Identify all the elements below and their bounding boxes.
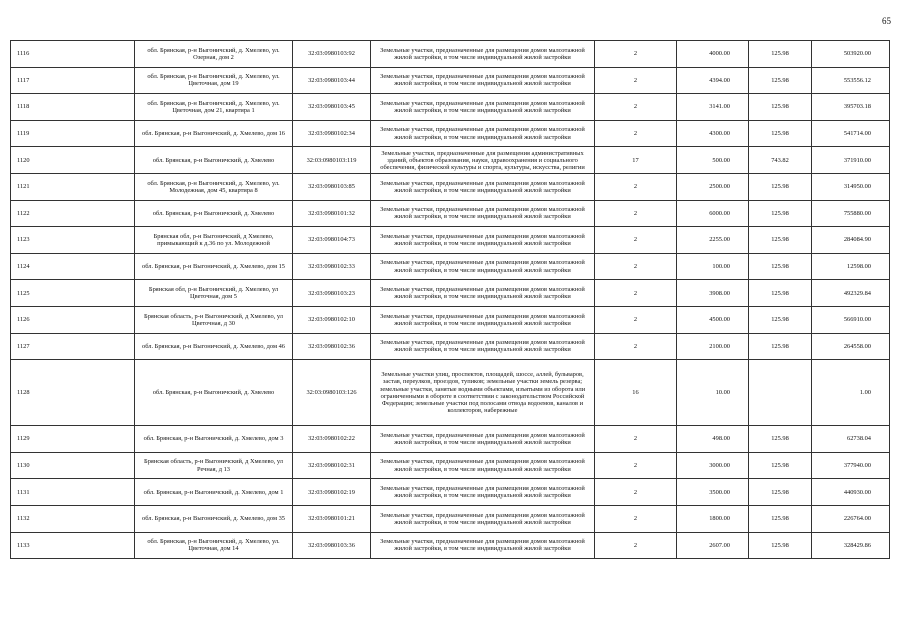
row-number: 1119: [11, 120, 135, 147]
land-use-cell: Земельные участки, предназначенные для размещения административных зданий, объектов образования, науки, здравоохранения и социального обеспечения, физической культуры и спорта, культуры, искусства, религии: [371, 147, 595, 174]
address-cell: обл. Брянская, р-н Выгоничский, д. Хмелево, дом 1: [135, 479, 293, 506]
cadastral-number-cell: 32:03:0980103:119: [293, 147, 371, 174]
area-cell: 3908.00: [677, 280, 749, 307]
area-cell: 10.00: [677, 360, 749, 426]
table-row: [11, 479, 890, 506]
area-cell: 3500.00: [677, 479, 749, 506]
group-code-cell: 2: [595, 173, 677, 200]
land-use-cell: Земельные участки, предназначенные для размещения домов малоэтажной жилой застройки, в том числе индивидуальной жилой застройки: [371, 426, 595, 453]
group-code-cell: 2: [595, 253, 677, 280]
area-cell: 4394.00: [677, 67, 749, 94]
table-row: [11, 360, 890, 426]
table-row: [11, 505, 890, 532]
land-use-cell: Земельные участки, предназначенные для размещения домов малоэтажной жилой застройки, в том числе индивидуальной жилой застройки: [371, 532, 595, 559]
table-row: [11, 306, 890, 333]
land-use-cell: Земельные участки, предназначенные для размещения домов малоэтажной жилой застройки, в том числе индивидуальной жилой застройки: [371, 479, 595, 506]
table-row: [11, 67, 890, 94]
cadastral-number-cell: 32:03:0980103:85: [293, 173, 371, 200]
row-number: 1117: [11, 67, 135, 94]
group-code-cell: 2: [595, 200, 677, 227]
cadastral-value-cell: 264558.00: [812, 333, 890, 360]
row-number: 1131: [11, 479, 135, 506]
specific-value-cell: 125.98: [749, 200, 812, 227]
area-cell: 2607.00: [677, 532, 749, 559]
cadastral-value-cell: 284084.90: [812, 227, 890, 254]
area-cell: 2100.00: [677, 333, 749, 360]
area-cell: 3141.00: [677, 94, 749, 121]
table-row: [11, 280, 890, 307]
specific-value-cell: 125.98: [749, 532, 812, 559]
cadastral-value-cell: 62738.04: [812, 426, 890, 453]
address-cell: обл. Брянская, р-н Выгоничский, д. Хмелево, ул. Цветочная, дом 14: [135, 532, 293, 559]
address-cell: обл. Брянская, р-н Выгоничский, д. Хмелево: [135, 360, 293, 426]
cadastral-number-cell: 32:03:0980103:45: [293, 94, 371, 121]
table-row: [11, 532, 890, 559]
cadastral-number-cell: 32:03:0980103:126: [293, 360, 371, 426]
cadastral-value-cell: 755880.00: [812, 200, 890, 227]
group-code-cell: 2: [595, 532, 677, 559]
specific-value-cell: 125.98: [749, 505, 812, 532]
specific-value-cell: 125.98: [749, 227, 812, 254]
cadastral-value-cell: 226764.00: [812, 505, 890, 532]
table-row: [11, 200, 890, 227]
land-use-cell: Земельные участки, предназначенные для размещения домов малоэтажной жилой застройки, в том числе индивидуальной жилой застройки: [371, 67, 595, 94]
land-use-cell: Земельные участки, предназначенные для размещения домов малоэтажной жилой застройки, в том числе индивидуальной жилой застройки: [371, 253, 595, 280]
row-number: 1126: [11, 306, 135, 333]
land-use-cell: Земельные участки, предназначенные для размещения домов малоэтажной жилой застройки, в том числе индивидуальной жилой застройки: [371, 41, 595, 68]
table-row: [11, 147, 890, 174]
row-number: 1133: [11, 532, 135, 559]
group-code-cell: 2: [595, 67, 677, 94]
address-cell: обл. Брянская, р-н Выгоничский, д. Хмелево: [135, 147, 293, 174]
specific-value-cell: 125.98: [749, 426, 812, 453]
address-cell: обл. Брянская, р-н Выгоничский, д. Хмелево, дом 16: [135, 120, 293, 147]
group-code-cell: 2: [595, 120, 677, 147]
row-number: 1125: [11, 280, 135, 307]
group-code-cell: 17: [595, 147, 677, 174]
address-cell: обл. Брянская, р-н Выгоничский, д. Хмелево, дом 15: [135, 253, 293, 280]
specific-value-cell: 125.98: [749, 120, 812, 147]
row-number: 1121: [11, 173, 135, 200]
cadastral-value-cell: 566910.00: [812, 306, 890, 333]
group-code-cell: 2: [595, 94, 677, 121]
land-use-cell: Земельные участки, предназначенные для размещения домов малоэтажной жилой застройки, в том числе индивидуальной жилой застройки: [371, 505, 595, 532]
group-code-cell: 2: [595, 479, 677, 506]
address-cell: обл. Брянская, р-н Выгоничский, д. Хмелево, дом 3: [135, 426, 293, 453]
land-use-cell: Земельные участки, предназначенные для размещения домов малоэтажной жилой застройки, в том числе индивидуальной жилой застройки: [371, 306, 595, 333]
cadastral-number-cell: 32:03:0980103:44: [293, 67, 371, 94]
land-use-cell: Земельные участки, предназначенные для размещения домов малоэтажной жилой застройки, в том числе индивидуальной жилой застройки: [371, 452, 595, 479]
area-cell: 3000.00: [677, 452, 749, 479]
cadastral-value-cell: 553556.12: [812, 67, 890, 94]
group-code-cell: 2: [595, 505, 677, 532]
cadastral-number-cell: 32:03:0980102:31: [293, 452, 371, 479]
cadastral-number-cell: 32:03:0980102:19: [293, 479, 371, 506]
cadastral-number-cell: 32:03:0980102:10: [293, 306, 371, 333]
specific-value-cell: 125.98: [749, 333, 812, 360]
cadastral-value-cell: 377940.00: [812, 452, 890, 479]
area-cell: 4300.00: [677, 120, 749, 147]
row-number: 1116: [11, 41, 135, 68]
specific-value-cell: 125.98: [749, 306, 812, 333]
cadastral-value-cell: 395703.18: [812, 94, 890, 121]
address-cell: Брянская область, р-н Выгоничский, д Хмелево, ул Речная, д 13: [135, 452, 293, 479]
specific-value-cell: 125.98: [749, 280, 812, 307]
table-row: [11, 227, 890, 254]
cadastral-number-cell: 32:03:0980102:36: [293, 333, 371, 360]
row-number: 1132: [11, 505, 135, 532]
table-body: [11, 41, 890, 559]
row-number: 1130: [11, 452, 135, 479]
cadastral-value-cell: 314950.00: [812, 173, 890, 200]
address-cell: Брянская область, р-н Выгоничский, д Хмелево, ул Цветочная, д 30: [135, 306, 293, 333]
cadastral-number-cell: 32:03:0980103:23: [293, 280, 371, 307]
table-row: [11, 94, 890, 121]
area-cell: 4000.00: [677, 41, 749, 68]
address-cell: обл. Брянская, р-н Выгоничский, д. Хмелево, ул. Цветочная, дом 21, квартира 1: [135, 94, 293, 121]
group-code-cell: 2: [595, 280, 677, 307]
cadastral-value-cell: 328429.86: [812, 532, 890, 559]
address-cell: обл. Брянская, р-н Выгоничский, д. Хмелево, дом 46: [135, 333, 293, 360]
address-cell: обл. Брянская, р-н Выгоничский, д. Хмелево, дом 35: [135, 505, 293, 532]
specific-value-cell: 743.82: [749, 147, 812, 174]
land-use-cell: Земельные участки, предназначенные для размещения домов малоэтажной жилой застройки, в том числе индивидуальной жилой застройки: [371, 173, 595, 200]
group-code-cell: 2: [595, 227, 677, 254]
row-number: 1123: [11, 227, 135, 254]
land-use-cell: Земельные участки, предназначенные для размещения домов малоэтажной жилой застройки, в том числе индивидуальной жилой застройки: [371, 120, 595, 147]
area-cell: 2255.00: [677, 227, 749, 254]
cadastral-number-cell: 32:03:0980102:22: [293, 426, 371, 453]
land-use-cell: Земельные участки, предназначенные для размещения домов малоэтажной жилой застройки, в том числе индивидуальной жилой застройки: [371, 227, 595, 254]
page-number: 65: [882, 16, 891, 26]
table-row: [11, 452, 890, 479]
specific-value-cell: [749, 360, 812, 426]
row-number: 1120: [11, 147, 135, 174]
table-row: [11, 120, 890, 147]
area-cell: 498.00: [677, 426, 749, 453]
specific-value-cell: 125.98: [749, 67, 812, 94]
cadastral-value-cell: 371910.00: [812, 147, 890, 174]
cadastral-number-cell: 32:03:0980103:36: [293, 532, 371, 559]
area-cell: 2500.00: [677, 173, 749, 200]
table-row: [11, 173, 890, 200]
cadastral-value-cell: 440930.00: [812, 479, 890, 506]
group-code-cell: 2: [595, 452, 677, 479]
area-cell: 500.00: [677, 147, 749, 174]
cadastral-value-cell: 503920.00: [812, 41, 890, 68]
group-code-cell: 16: [595, 360, 677, 426]
land-use-cell: Земельные участки, предназначенные для размещения домов малоэтажной жилой застройки, в том числе индивидуальной жилой застройки: [371, 200, 595, 227]
cadastral-number-cell: 32:03:0980103:92: [293, 41, 371, 68]
cadastral-number-cell: 32:03:0980101:21: [293, 505, 371, 532]
area-cell: 100.00: [677, 253, 749, 280]
cadastral-value-cell: 492329.84: [812, 280, 890, 307]
cadastral-value-cell: 541714.00: [812, 120, 890, 147]
address-cell: обл. Брянская, р-н Выгоничский, д. Хмелево, ул. Озерная, дом 2: [135, 41, 293, 68]
cadastral-value-cell: 1.00: [812, 360, 890, 426]
row-number: 1128: [11, 360, 135, 426]
row-number: 1122: [11, 200, 135, 227]
area-cell: 4500.00: [677, 306, 749, 333]
area-cell: 1800.00: [677, 505, 749, 532]
area-cell: 6000.00: [677, 200, 749, 227]
address-cell: обл. Брянская, р-н Выгоничский, д. Хмелево: [135, 200, 293, 227]
address-cell: Брянская обл, р-н Выгоничский, д. Хмелево, ул Цветочная, дом 5: [135, 280, 293, 307]
row-number: 1127: [11, 333, 135, 360]
cadastral-number-cell: 32:03:0980101:32: [293, 200, 371, 227]
land-use-cell: Земельные участки, предназначенные для размещения домов малоэтажной жилой застройки, в том числе индивидуальной жилой застройки: [371, 333, 595, 360]
cadastral-value-table: [10, 40, 890, 559]
cadastral-number-cell: 32:03:0980104:73: [293, 227, 371, 254]
group-code-cell: 2: [595, 333, 677, 360]
land-use-cell: Земельные участки улиц, проспектов, площадей, шоссе, аллей, бульваров, застав, переулков, проездов, тупиков; земельные участки земель резерва; земельные участки, занятые водными объектами, изъятыми из оборота или ограниченными в обороте в соответствии с законодательством Российской Федерации; земельные участки под полосами отвода водоемов, каналов и коллекторов, набережные: [371, 360, 595, 426]
specific-value-cell: 125.98: [749, 41, 812, 68]
row-number: 1129: [11, 426, 135, 453]
land-use-cell: Земельные участки, предназначенные для размещения домов малоэтажной жилой застройки, в том числе индивидуальной жилой застройки: [371, 94, 595, 121]
table-row: [11, 41, 890, 68]
group-code-cell: 2: [595, 306, 677, 333]
row-number: 1118: [11, 94, 135, 121]
table-row: [11, 333, 890, 360]
specific-value-cell: 125.98: [749, 173, 812, 200]
group-code-cell: 2: [595, 426, 677, 453]
row-number: 1124: [11, 253, 135, 280]
specific-value-cell: 125.98: [749, 479, 812, 506]
address-cell: обл. Брянская, р-н Выгоничский, д. Хмелево, ул. Молодежная, дом 45, квартира 8: [135, 173, 293, 200]
group-code-cell: 2: [595, 41, 677, 68]
table-row: [11, 253, 890, 280]
table-row: [11, 426, 890, 453]
cadastral-number-cell: 32:03:0980102:33: [293, 253, 371, 280]
specific-value-cell: 125.98: [749, 452, 812, 479]
address-cell: обл. Брянская, р-н Выгоничский, д. Хмелево, ул. Цветочная, дом 19: [135, 67, 293, 94]
cadastral-value-cell: 12598.00: [812, 253, 890, 280]
address-cell: Брянская обл, р-н Выгоничский, д Хмелево, примыкающий к д.36 по ул. Молодежной: [135, 227, 293, 254]
land-use-cell: Земельные участки, предназначенные для размещения домов малоэтажной жилой застройки, в том числе индивидуальной жилой застройки: [371, 280, 595, 307]
cadastral-number-cell: 32:03:0980102:34: [293, 120, 371, 147]
specific-value-cell: 125.98: [749, 253, 812, 280]
specific-value-cell: 125.98: [749, 94, 812, 121]
